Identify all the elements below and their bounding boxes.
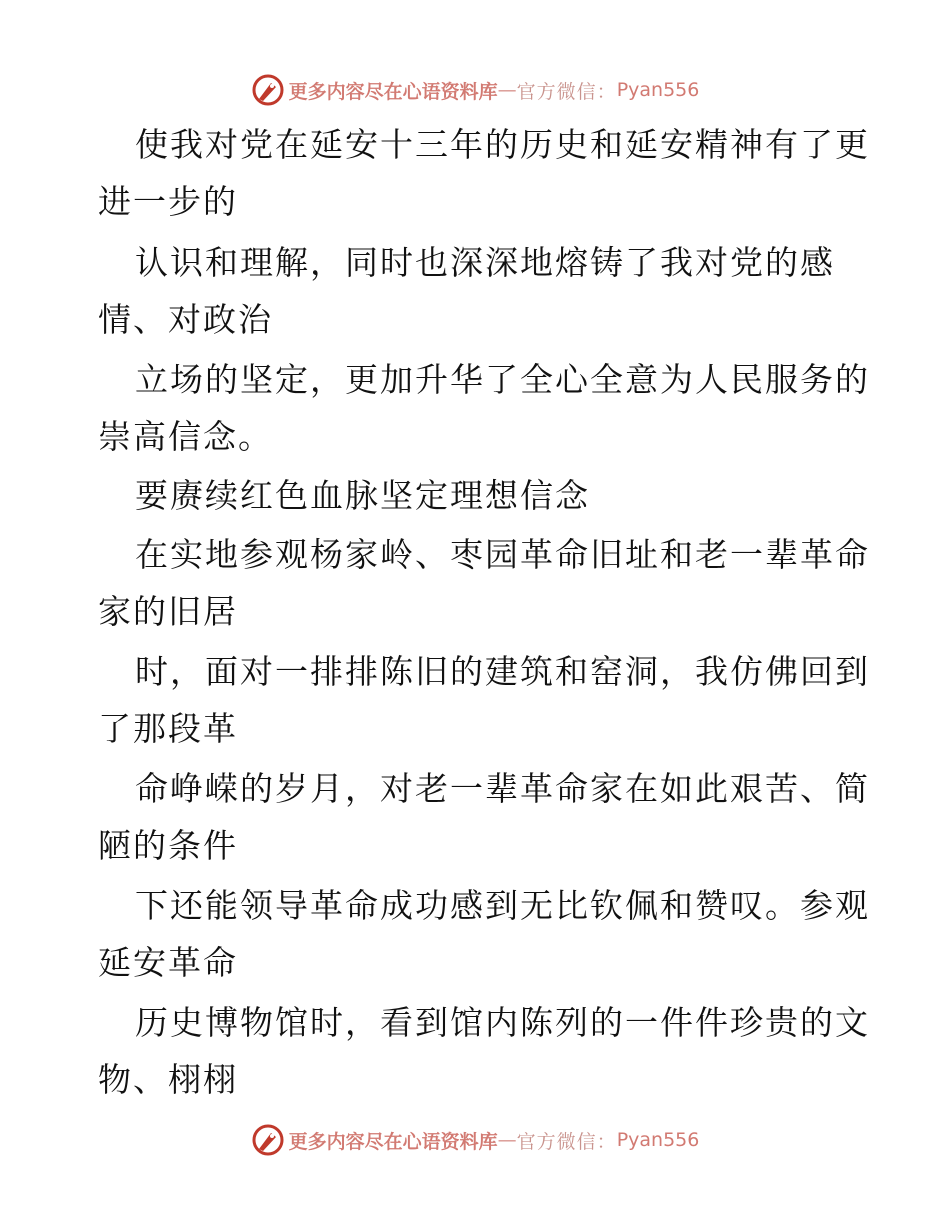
text-line: 下还能领导革命成功感到无比钦佩和赞叹。参观	[135, 886, 870, 925]
text-line: 家的旧居	[98, 592, 238, 631]
text-line: 时，面对一排排陈旧的建筑和窑洞，我仿佛回到	[135, 652, 870, 691]
text-line: 崇高信念。	[98, 417, 273, 456]
text-line: 历史博物馆时，看到馆内陈列的一件件珍贵的文	[135, 1003, 870, 1042]
footer-banner	[0, 1122, 950, 1158]
text-line: 情、对政治	[98, 300, 273, 339]
text-line: 陋的条件	[98, 826, 238, 865]
footer-official-label: 官方微信：	[516, 1130, 617, 1153]
text-line: 立场的坚定，更加升华了全心全意为人民服务的	[135, 360, 870, 399]
text-line: 认识和理解，同时也深深地熔铸了我对党的感	[135, 243, 835, 282]
footer-brand-text: 更多内容尽在心语资料库	[288, 1130, 498, 1153]
text-line: 进一步的	[98, 182, 238, 221]
footer-wechat-id: Pyan556	[616, 1129, 700, 1151]
pen-nib-logo-icon	[251, 73, 285, 107]
header-dash: —	[497, 79, 517, 101]
text-line: 了那段革	[98, 709, 238, 748]
text-line: 物、栩栩	[98, 1060, 238, 1099]
text-line: 在实地参观杨家岭、枣园革命旧址和老一辈革命	[135, 535, 870, 574]
footer-dash: —	[497, 1129, 517, 1151]
text-line: 使我对党在延安十三年的历史和延安精神有了更	[135, 125, 870, 164]
section-heading: 要赓续红色血脉坚定理想信念	[135, 476, 590, 515]
header-brand-text: 更多内容尽在心语资料库	[288, 80, 498, 103]
header-official-label: 官方微信：	[516, 80, 617, 103]
text-line: 命峥嵘的岁月，对老一辈革命家在如此艰苦、简	[135, 769, 870, 808]
header-banner	[0, 72, 950, 108]
header-wechat-id: Pyan556	[616, 79, 700, 101]
pen-nib-logo-icon	[251, 1123, 285, 1157]
text-line: 延安革命	[98, 943, 238, 982]
